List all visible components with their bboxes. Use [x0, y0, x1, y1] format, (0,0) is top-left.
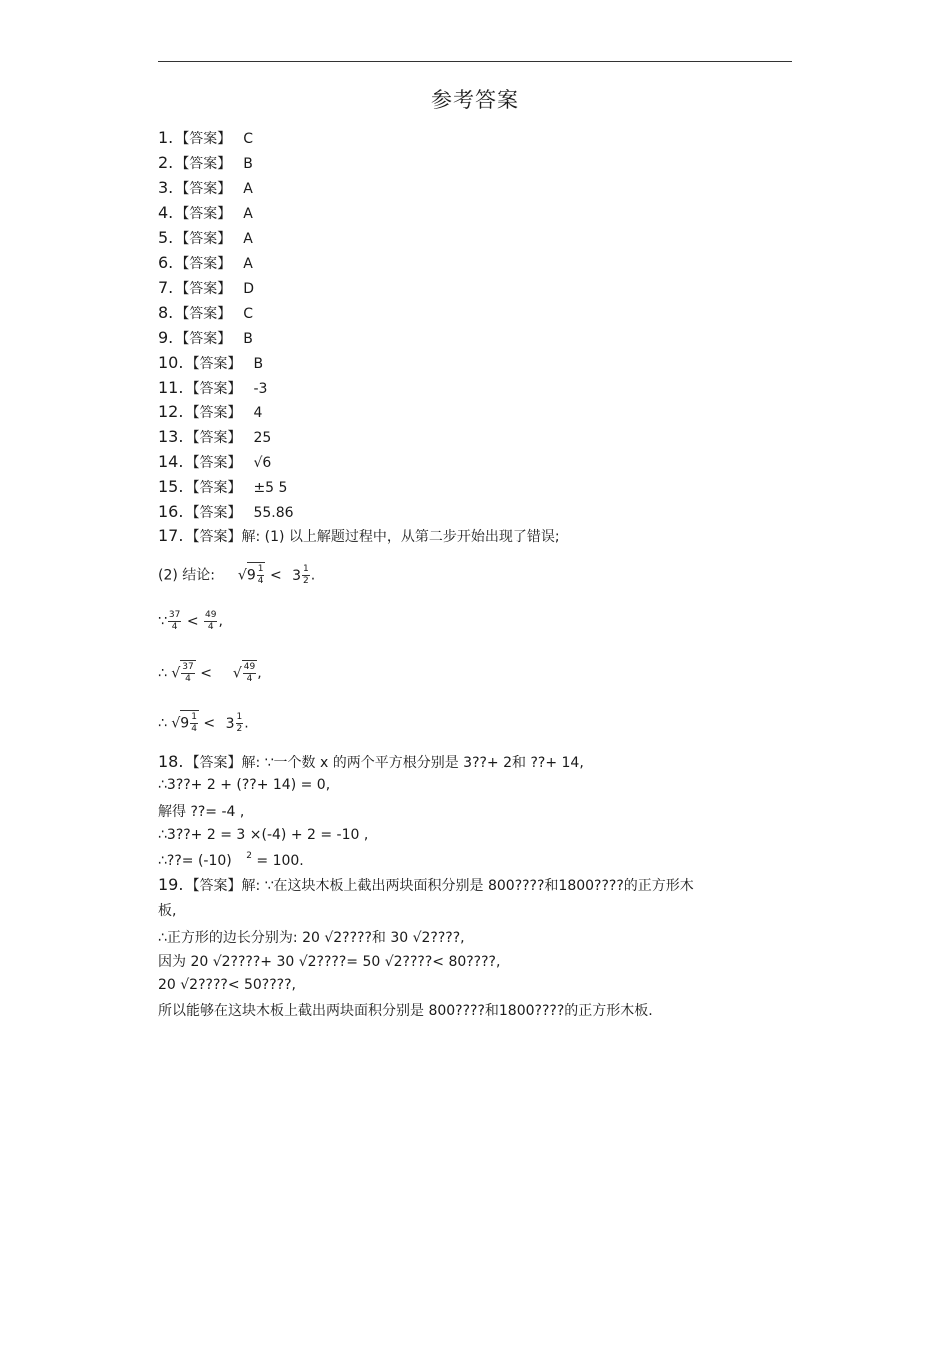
answer-tag: 【答案】	[175, 330, 232, 347]
answer-tag: 【答案】	[175, 131, 232, 147]
answer-row	[158, 303, 253, 323]
answer-number: 4.	[158, 202, 174, 222]
answer-tag: 【答案】	[175, 205, 232, 222]
answer-number: 8.	[158, 302, 174, 322]
answer-number: 5.	[158, 227, 174, 247]
q19-line-3: ∴正方形的边长分别为: 20 √2????和 30 √2????,	[158, 930, 465, 946]
answer-value: B	[253, 355, 264, 372]
answer-tag: 【答案】	[175, 305, 232, 322]
answer-row	[158, 278, 254, 298]
answer-row	[158, 328, 253, 348]
answer-number: 14.	[158, 452, 184, 472]
q19-line-2: 板,	[158, 903, 177, 919]
answer-row	[158, 203, 253, 223]
q17-conclusion: (2) 结论: √9 $\frac{1}{4}$ < 3 $\frac{1}{2}$ .	[158, 564, 316, 586]
answer-value: C	[243, 131, 254, 147]
answer-tag: 【答案】	[185, 480, 242, 497]
q19-line-1: 19. 【答案】解: ∵在这块木板上截出两块面积分别是 800????和1800????的正方形木	[158, 875, 694, 894]
q17-step-final: ∴ √9 $\frac{1}{4}$ < 3 $\frac{1}{2}$ .	[158, 712, 249, 734]
answer-number: 9.	[158, 327, 174, 347]
q18-line-2: ∴3??+ 2 + (??+ 14) = 0,	[158, 777, 331, 793]
answer-number: 12.	[158, 402, 184, 422]
page-title: 参考答案	[431, 88, 519, 112]
answer-tag: 【答案】	[175, 255, 232, 272]
answer-number: 1.	[158, 128, 174, 147]
answer-tag: 【答案】	[175, 230, 232, 247]
answer-number: 10.	[158, 352, 184, 372]
answer-tag: 【答案】	[175, 155, 232, 172]
q18-line-1: 18. 【答案】解: ∵一个数 x 的两个平方根分别是 3??+ 2和 ??+ 14,	[158, 752, 584, 771]
answer-tag: 【答案】	[175, 180, 232, 197]
q19-line-6: 所以能够在这块木板上截出两块面积分别是 800????和1800????的正方形木板.	[158, 1003, 653, 1019]
answer-row	[158, 402, 262, 422]
answer-tag: 【答案】	[175, 280, 232, 297]
answer-value: √6	[253, 455, 272, 472]
answer-value: A	[243, 255, 253, 272]
header-rule	[158, 61, 792, 62]
q18-line-4: ∴3??+ 2 = 3 ×(-4) + 2 = -10 ,	[158, 827, 369, 843]
answer-tag: 【答案】	[185, 430, 242, 447]
answer-value: -3	[253, 380, 268, 397]
answer-value: B	[243, 155, 253, 172]
q18-line-5: ∴??= (-10) $^2$ = 100.	[158, 851, 304, 869]
q17-line-1: 17. 【答案】解: (1) 以上解题过程中，从第二步开始出现了错误;	[158, 526, 560, 545]
answer-row	[158, 378, 267, 398]
answer-value: C	[243, 305, 254, 322]
answer-number: 6.	[158, 252, 174, 272]
answer-row	[158, 477, 287, 497]
answer-row	[158, 452, 271, 472]
answer-row	[158, 228, 253, 248]
answer-row	[158, 153, 253, 173]
answer-number: 7.	[158, 277, 174, 297]
q17-step-because: ∵ $\frac{37}{4}$ < $\frac{49}{4}$ ,	[158, 610, 223, 632]
answer-value: B	[243, 330, 253, 347]
answer-tag: 【答案】	[185, 505, 242, 522]
answer-row	[158, 427, 271, 447]
q18-line-3: 解得 ??= -4 ,	[158, 804, 245, 820]
answer-value: A	[243, 205, 253, 222]
q19-line-4: 因为 20 √2????+ 30 √2????= 50 √2????< 80????,	[158, 954, 501, 970]
answer-tag: 【答案】	[185, 380, 242, 397]
answer-number: 15.	[158, 477, 184, 497]
answer-value: 25	[253, 430, 272, 447]
answer-tag: 【答案】	[185, 405, 242, 422]
answer-value: ±5 5	[253, 480, 288, 497]
answer-number: 11.	[158, 377, 184, 397]
answer-value: 55.86	[253, 505, 294, 522]
answer-tag: 【答案】	[185, 355, 242, 372]
answer-row	[158, 502, 294, 522]
answer-number: 16.	[158, 502, 184, 522]
q17-step-sqrt: ∴ √ $\frac{37}{4}$ < √ $\frac{49}{4}$ ,	[158, 662, 262, 684]
answer-row	[158, 353, 263, 373]
answer-tag: 【答案】	[185, 455, 242, 472]
answer-value: A	[243, 230, 253, 247]
answer-value: D	[243, 280, 255, 297]
answer-number: 3.	[158, 177, 174, 197]
answer-value: A	[243, 180, 253, 197]
answer-number: 13.	[158, 427, 184, 447]
answer-number: 2.	[158, 152, 174, 172]
answer-row	[158, 178, 253, 198]
answer-value: 4	[253, 405, 263, 422]
answer-row	[158, 128, 253, 148]
q19-line-5: 20 √2????< 50????,	[158, 977, 296, 993]
answer-row	[158, 253, 253, 273]
